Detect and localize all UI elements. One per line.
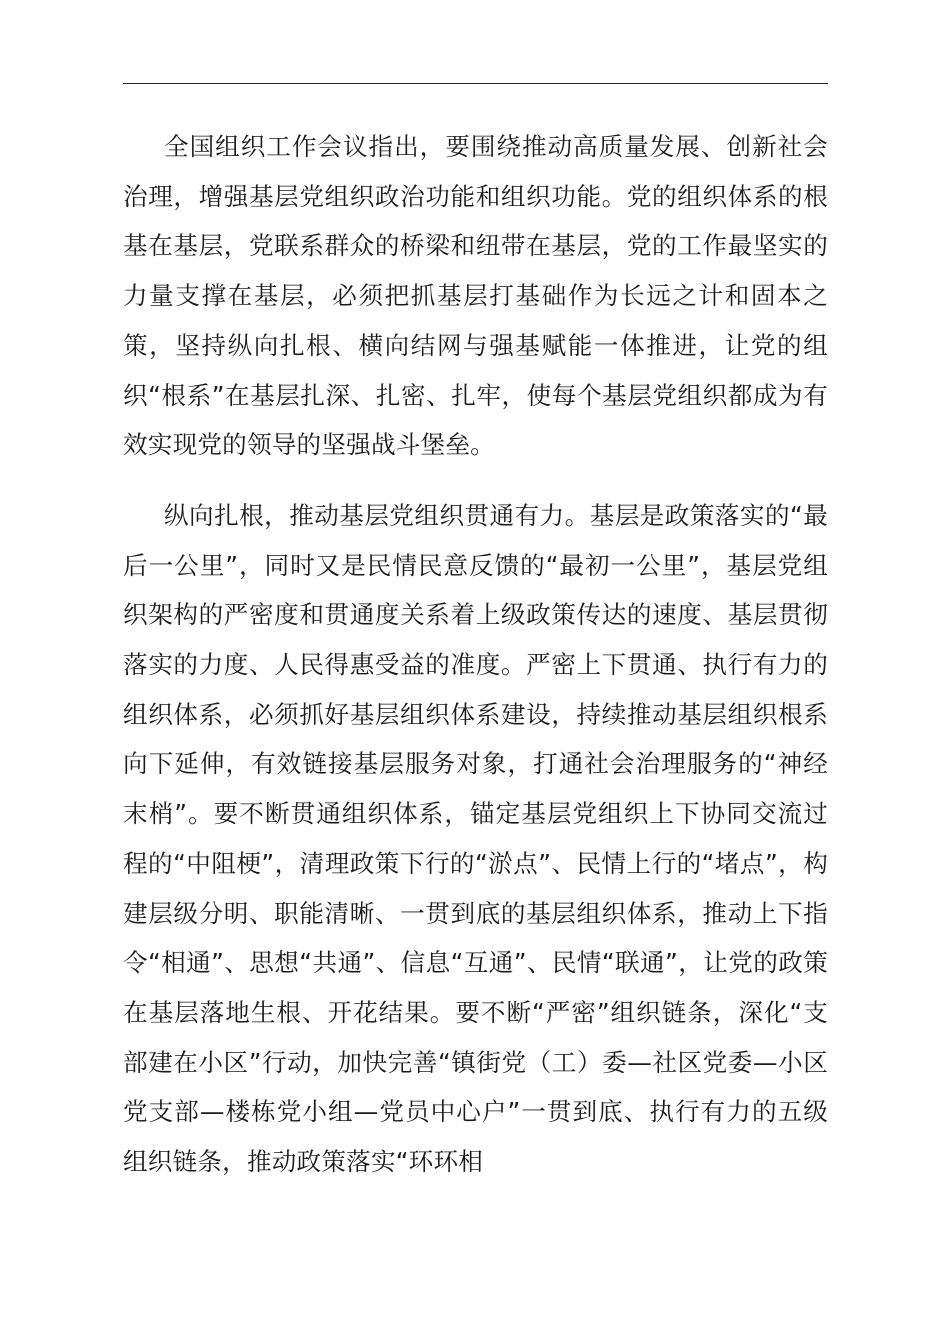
header-rule: [123, 83, 828, 84]
document-body: [123, 122, 828, 1187]
paragraph-2: 纵向扎根，推动基层党组织贯通有力。基层是政策落实的“最后一公里”，同时又是民情民意反馈的“最初一公里”，基层党组织架构的严密度和贯通度关系着上级政策传达的速度、基层贯彻落实的力度、人民得惠受益的准度。严密上下贯通、执行有力的组织体系，必须抓好基层组织体系建设，持续推动基层组织根系向下延伸，有效链接基层服务对象，打通社会治理服务的“神经末梢”。要不断贯通组织体系，锚定基层党组织上下协同交流过程的“中阻梗”，清理政策下行的“淤点”、民情上行的“堵点”，构建层级分明、职能清晰、一贯到底的基层组织体系，推动上下指令“相通”、思想“共通”、信息“互通”、民情“联通”，让党的政策在基层落地生根、开花结果。要不断“严密”组织链条，深化“支部建在小区”行动，加快完善“镇街党（工）委—社区党委—小区党支部—楼栋党小组—党员中心户”一贯到底、执行有力的五级组织链条，推动政策落实“环环相: [123, 500, 828, 1177]
paragraph-1: 全国组织工作会议指出，要围绕推动高质量发展、创新社会治理，增强基层党组织政治功能和组织功能。党的组织体系的根基在基层，党联系群众的桥梁和纽带在基层，党的工作最坚实的力量支撑在基层，必须把抓基层打基础作为长远之计和固本之策，坚持纵向扎根、横向结网与强基赋能一体推进，让党的组织“根系”在基层扎深、扎密、扎牢，使每个基层党组织都成为有效实现党的领导的坚强战斗堡垒。: [123, 132, 828, 460]
